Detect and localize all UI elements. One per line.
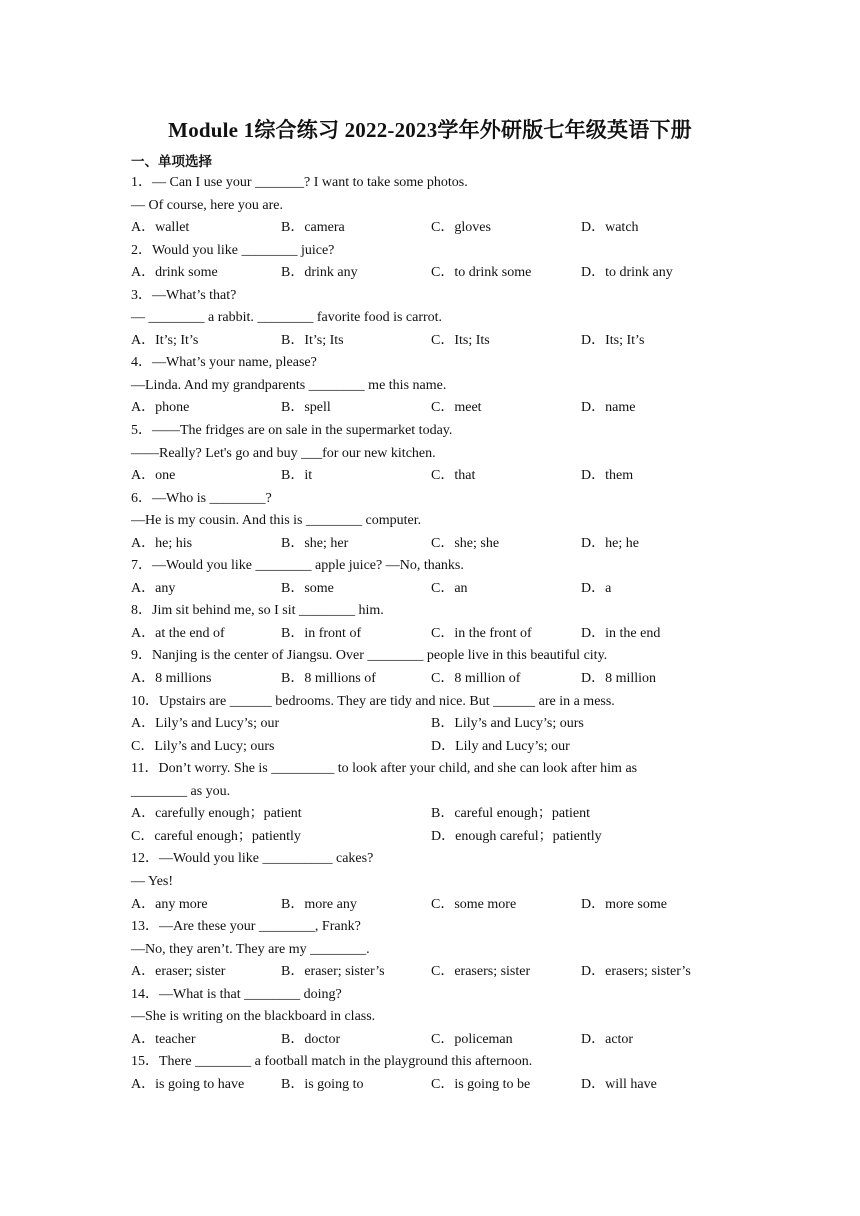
answer-options-row bbox=[131, 465, 731, 488]
answer-option: A．one bbox=[131, 468, 176, 484]
section-heading: 一、单项选择 bbox=[131, 154, 212, 170]
answer-options-row bbox=[131, 262, 731, 285]
question-text-line: 9．Nanjing is the center of Jiangsu. Over ________ people live in this beautiful city. bbox=[131, 648, 608, 664]
answer-option: D．watch bbox=[581, 220, 639, 236]
answer-option: A．carefully enough；patient bbox=[131, 806, 302, 822]
answer-options-row bbox=[131, 826, 731, 849]
answer-option: D．in the end bbox=[581, 625, 661, 641]
answer-option: D．name bbox=[581, 400, 636, 416]
question-text-line: — ________ a rabbit. ________ favorite food is carrot. bbox=[131, 310, 443, 326]
question-text-line: 7．—Would you like ________ apple juice? —No, thanks. bbox=[131, 558, 464, 574]
answer-option: B．Lily’s and Lucy’s; ours bbox=[431, 716, 584, 732]
question-text-line: —Linda. And my grandparents ________ me this name. bbox=[131, 377, 447, 393]
answer-option: D．will have bbox=[581, 1076, 657, 1092]
answer-options-row bbox=[131, 533, 731, 556]
answer-options-row bbox=[131, 1029, 731, 1052]
answer-option: C．in the front of bbox=[431, 625, 532, 641]
answer-options-row bbox=[131, 217, 731, 240]
answer-option: D．actor bbox=[581, 1031, 634, 1047]
answer-option: C．is going to be bbox=[431, 1076, 531, 1092]
answer-option: C．to drink some bbox=[431, 265, 532, 281]
answer-option: B．careful enough；patient bbox=[431, 806, 591, 822]
answer-option: C．an bbox=[431, 580, 468, 596]
answer-options-row bbox=[131, 894, 731, 917]
answer-options-row bbox=[131, 623, 731, 646]
answer-option: D．8 million bbox=[581, 671, 657, 687]
answer-option: C．she; she bbox=[431, 535, 500, 551]
answer-option: B．8 millions of bbox=[281, 671, 376, 687]
answer-option: D．them bbox=[581, 468, 634, 484]
answer-options-row bbox=[131, 803, 731, 826]
answer-option: A．It’s; It’s bbox=[131, 332, 199, 348]
answer-option: D．Its; It’s bbox=[581, 332, 645, 348]
answer-option: A．teacher bbox=[131, 1031, 196, 1047]
answer-option: B．in front of bbox=[281, 625, 362, 641]
answer-option: A．wallet bbox=[131, 220, 190, 236]
answer-option: C．Its; Its bbox=[431, 332, 490, 348]
answer-options-row bbox=[131, 961, 731, 984]
question-text-line: —He is my cousin. And this is ________ computer. bbox=[131, 513, 422, 529]
answer-options-row bbox=[131, 1074, 731, 1097]
document-title: Module 1综合练习 2022-2023学年外研版七年级英语下册 bbox=[168, 118, 692, 142]
question-list bbox=[131, 172, 731, 1096]
answer-options-row bbox=[131, 578, 731, 601]
question-text-line: 12．—Would you like __________ cakes? bbox=[131, 851, 374, 867]
answer-option: B．doctor bbox=[281, 1031, 341, 1047]
answer-option: A．at the end of bbox=[131, 625, 225, 641]
answer-option: B．eraser; sister’s bbox=[281, 964, 385, 980]
answer-option: A．is going to have bbox=[131, 1076, 245, 1092]
question-text-line: 10．Upstairs are ______ bedrooms. They are tidy and nice. But ______ are in a mess. bbox=[131, 693, 615, 709]
answer-option: B．she; her bbox=[281, 535, 349, 551]
answer-option: C．some more bbox=[431, 896, 517, 912]
answer-option: C．meet bbox=[431, 400, 482, 416]
question-text-line: 5．——The fridges are on sale in the supermarket today. bbox=[131, 423, 453, 439]
question-text-line: ——Really? Let's go and buy ___for our new kitchen. bbox=[131, 445, 436, 461]
answer-option: D．he; he bbox=[581, 535, 639, 551]
question-text-line: 4．—What’s your name, please? bbox=[131, 355, 317, 371]
answer-option: D．Lily and Lucy’s; our bbox=[431, 738, 570, 754]
answer-option: D．enough careful；patiently bbox=[431, 828, 602, 844]
answer-options-row bbox=[131, 330, 731, 353]
question-text-line: 15．There ________ a football match in the playground this afternoon. bbox=[131, 1054, 533, 1070]
answer-option: A．Lily’s and Lucy’s; our bbox=[131, 716, 280, 732]
answer-option: A．any more bbox=[131, 896, 208, 912]
question-text-line: — Of course, here you are. bbox=[131, 197, 283, 213]
answer-option: A．drink some bbox=[131, 265, 218, 281]
question-text-line: 3．—What’s that? bbox=[131, 287, 237, 303]
question-text-line: ________ as you. bbox=[131, 783, 231, 799]
answer-option: C．Lily’s and Lucy; ours bbox=[131, 738, 275, 754]
answer-option: C．careful enough；patiently bbox=[131, 828, 301, 844]
question-text-line: 1．— Can I use your _______? I want to take some photos. bbox=[131, 175, 468, 190]
question-text-line: 2．Would you like ________ juice? bbox=[131, 242, 335, 258]
answer-option: B．It’s; Its bbox=[281, 332, 344, 348]
answer-options-row bbox=[131, 668, 731, 691]
question-text-line: —She is writing on the blackboard in class. bbox=[131, 1009, 376, 1025]
answer-option: B．spell bbox=[281, 400, 331, 416]
answer-option: B．some bbox=[281, 580, 334, 596]
answer-option: A．any bbox=[131, 580, 176, 596]
answer-option: C．erasers; sister bbox=[431, 964, 531, 980]
answer-option: D．erasers; sister’s bbox=[581, 964, 691, 980]
answer-option: B．more any bbox=[281, 896, 357, 912]
question-text-line: — Yes! bbox=[131, 873, 174, 889]
question-text-line: 14．—What is that ________ doing? bbox=[131, 986, 342, 1002]
answer-option: B．it bbox=[281, 468, 313, 484]
answer-option: B．camera bbox=[281, 220, 345, 236]
answer-options-row bbox=[131, 713, 731, 736]
answer-option: C．gloves bbox=[431, 220, 491, 236]
answer-option: D．to drink any bbox=[581, 265, 673, 281]
question-text-line: 6．—Who is ________? bbox=[131, 490, 272, 506]
answer-option: D．more some bbox=[581, 896, 667, 912]
answer-options-row bbox=[131, 397, 731, 420]
answer-option: A．8 millions bbox=[131, 671, 212, 687]
answer-option: C．8 million of bbox=[431, 671, 521, 687]
answer-options-row bbox=[131, 736, 731, 759]
answer-option: A．phone bbox=[131, 400, 190, 416]
answer-option: B．drink any bbox=[281, 265, 358, 281]
question-text-line: 11．Don’t worry. She is _________ to look after your child, and she can look after him as bbox=[131, 761, 638, 777]
question-text-line: 8．Jim sit behind me, so I sit ________ him. bbox=[131, 603, 384, 619]
question-text-line: —No, they aren’t. They are my ________. bbox=[131, 941, 370, 957]
answer-option: C．policeman bbox=[431, 1031, 513, 1047]
answer-option: A．eraser; sister bbox=[131, 964, 226, 980]
answer-option: D．a bbox=[581, 580, 612, 596]
answer-option: B．is going to bbox=[281, 1076, 364, 1092]
question-text-line: 13．—Are these your ________, Frank? bbox=[131, 919, 361, 935]
answer-option: A．he; his bbox=[131, 535, 193, 551]
answer-option: C．that bbox=[431, 468, 476, 484]
